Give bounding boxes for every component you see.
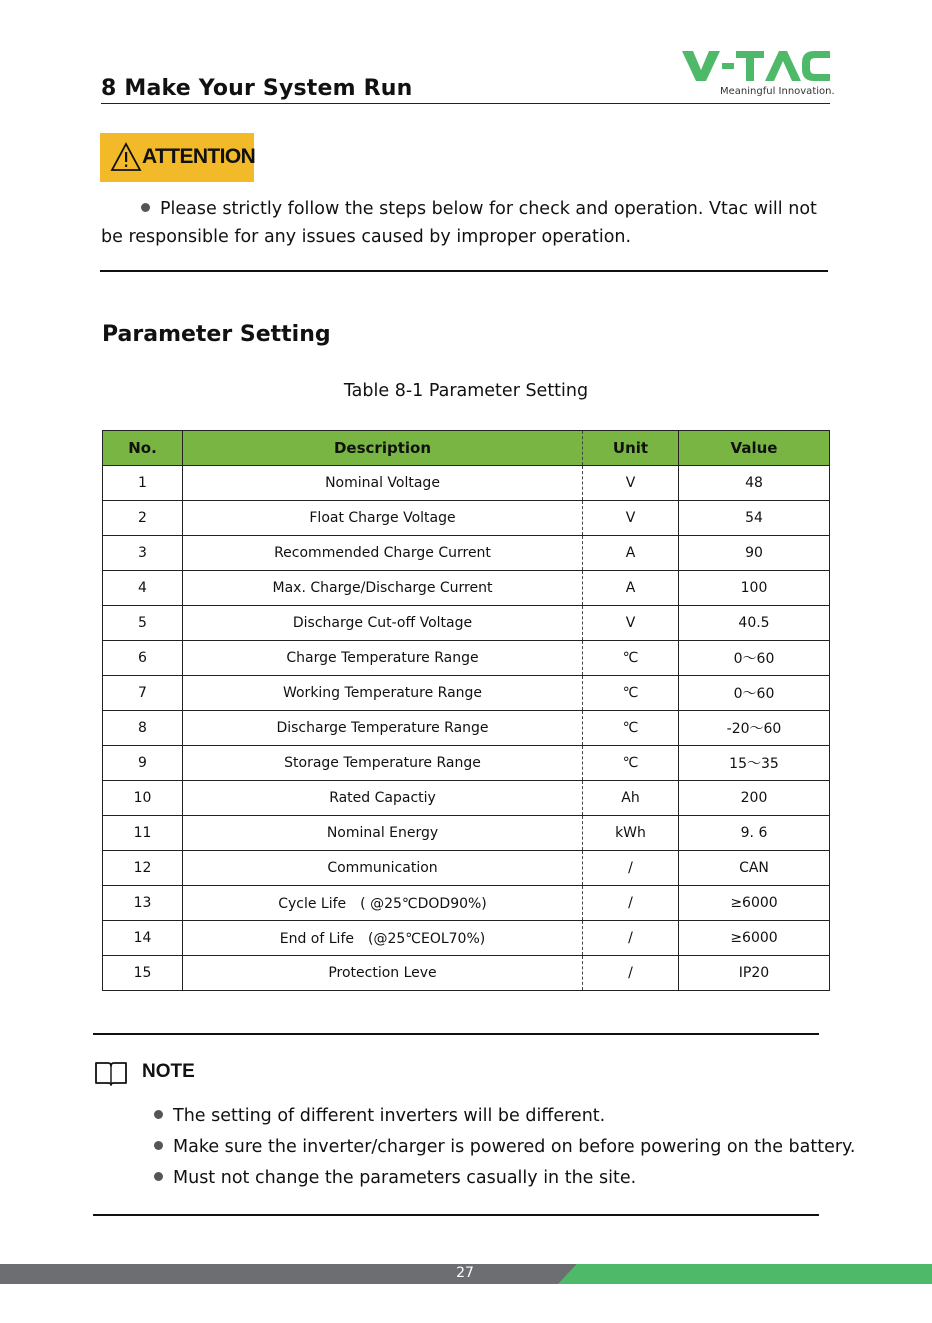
cell-value: 200 xyxy=(679,781,830,816)
footer-bar-gray xyxy=(0,1264,578,1284)
cell-description: Cycle Life ( @25℃DOD90%) xyxy=(183,886,583,921)
attention-banner xyxy=(100,133,254,182)
cell-no: 12 xyxy=(103,851,183,886)
note-top-divider xyxy=(93,1033,819,1035)
cell-description: Discharge Temperature Range xyxy=(183,711,583,746)
cell-value: 48 xyxy=(679,466,830,501)
note-item: The setting of different inverters will be different. xyxy=(154,1101,855,1132)
table-row xyxy=(103,956,830,991)
logo-tagline: Meaningful Innovation. xyxy=(720,86,835,97)
cell-value: CAN xyxy=(679,851,830,886)
cell-unit: / xyxy=(583,956,679,991)
cell-description: Storage Temperature Range xyxy=(183,746,583,781)
cell-no: 4 xyxy=(103,571,183,606)
table-row xyxy=(103,781,830,816)
note-label: NOTE xyxy=(142,1061,195,1082)
cell-no: 11 xyxy=(103,816,183,851)
table-row xyxy=(103,466,830,501)
page-number: 27 xyxy=(456,1265,474,1281)
cell-description: Max. Charge/Discharge Current xyxy=(183,571,583,606)
warning-icon xyxy=(110,142,142,172)
attention-paragraph xyxy=(101,195,831,251)
cell-description: Nominal Energy xyxy=(183,816,583,851)
footer-bar-green xyxy=(558,1264,932,1284)
cell-no: 10 xyxy=(103,781,183,816)
column-header-unit: Unit xyxy=(583,431,679,466)
table-row xyxy=(103,641,830,676)
cell-unit: V xyxy=(583,466,679,501)
cell-unit: Ah xyxy=(583,781,679,816)
table-caption: Table 8-1 Parameter Setting xyxy=(343,381,589,401)
cell-unit: V xyxy=(583,501,679,536)
table-row xyxy=(103,536,830,571)
bullet-icon xyxy=(154,1110,163,1119)
cell-description: Float Charge Voltage xyxy=(183,501,583,536)
cell-unit: / xyxy=(583,921,679,956)
chapter-title: 8 Make Your System Run xyxy=(101,76,413,101)
cell-unit: ℃ xyxy=(583,746,679,781)
cell-description: Working Temperature Range xyxy=(183,676,583,711)
table-row xyxy=(103,676,830,711)
bullet-icon xyxy=(154,1172,163,1181)
cell-value: 9. 6 xyxy=(679,816,830,851)
cell-no: 8 xyxy=(103,711,183,746)
note-list xyxy=(154,1101,855,1194)
bullet-icon xyxy=(154,1141,163,1150)
header-divider xyxy=(101,103,830,104)
cell-no: 3 xyxy=(103,536,183,571)
table-row xyxy=(103,886,830,921)
cell-unit: A xyxy=(583,571,679,606)
table-row xyxy=(103,851,830,886)
note-bottom-divider xyxy=(93,1214,819,1216)
vtac-logo-mark xyxy=(680,48,832,84)
cell-value: 0～60 xyxy=(679,676,830,711)
section-title: Parameter Setting xyxy=(102,322,331,347)
table-row xyxy=(103,921,830,956)
vtac-logo xyxy=(680,48,835,102)
cell-value: IP20 xyxy=(679,956,830,991)
cell-value: 100 xyxy=(679,571,830,606)
cell-no: 13 xyxy=(103,886,183,921)
cell-value: 54 xyxy=(679,501,830,536)
cell-unit: / xyxy=(583,851,679,886)
cell-no: 7 xyxy=(103,676,183,711)
book-icon xyxy=(94,1060,128,1086)
cell-value: -20～60 xyxy=(679,711,830,746)
cell-unit: / xyxy=(583,886,679,921)
table-row xyxy=(103,501,830,536)
attention-divider xyxy=(100,270,828,272)
cell-unit: A xyxy=(583,536,679,571)
column-header-no: No. xyxy=(103,431,183,466)
cell-description: Protection Leve xyxy=(183,956,583,991)
cell-description: Communication xyxy=(183,851,583,886)
cell-value: 90 xyxy=(679,536,830,571)
cell-unit: kWh xyxy=(583,816,679,851)
bullet-icon xyxy=(141,203,150,212)
cell-unit: V xyxy=(583,606,679,641)
attention-text: Please strictly follow the steps below for check and operation. Vtac will not be responsible for any issues caused by improper operation. xyxy=(101,199,817,247)
cell-description: Discharge Cut-off Voltage xyxy=(183,606,583,641)
column-header-value: Value xyxy=(679,431,830,466)
cell-unit: ℃ xyxy=(583,641,679,676)
cell-description: Rated Capactiy xyxy=(183,781,583,816)
cell-description: Nominal Voltage xyxy=(183,466,583,501)
attention-label: ATTENTION xyxy=(142,145,256,168)
cell-no: 9 xyxy=(103,746,183,781)
cell-value: ≥6000 xyxy=(679,886,830,921)
table-row xyxy=(103,816,830,851)
cell-value: ≥6000 xyxy=(679,921,830,956)
cell-no: 14 xyxy=(103,921,183,956)
cell-no: 15 xyxy=(103,956,183,991)
cell-unit: ℃ xyxy=(583,676,679,711)
note-item: Must not change the parameters casually in the site. xyxy=(154,1163,855,1194)
cell-no: 6 xyxy=(103,641,183,676)
cell-no: 5 xyxy=(103,606,183,641)
cell-description: End of Life (@25℃EOL70%) xyxy=(183,921,583,956)
table-header-row xyxy=(103,431,830,466)
note-item: Make sure the inverter/charger is powered on before powering on the battery. xyxy=(154,1132,855,1163)
parameter-table xyxy=(102,430,829,991)
table-row xyxy=(103,711,830,746)
cell-no: 1 xyxy=(103,466,183,501)
cell-no: 2 xyxy=(103,501,183,536)
table-row xyxy=(103,746,830,781)
table-row xyxy=(103,606,830,641)
cell-value: 40.5 xyxy=(679,606,830,641)
cell-description: Recommended Charge Current xyxy=(183,536,583,571)
table-row xyxy=(103,571,830,606)
cell-value: 15～35 xyxy=(679,746,830,781)
cell-value: 0～60 xyxy=(679,641,830,676)
cell-description: Charge Temperature Range xyxy=(183,641,583,676)
column-header-description: Description xyxy=(183,431,583,466)
cell-unit: ℃ xyxy=(583,711,679,746)
